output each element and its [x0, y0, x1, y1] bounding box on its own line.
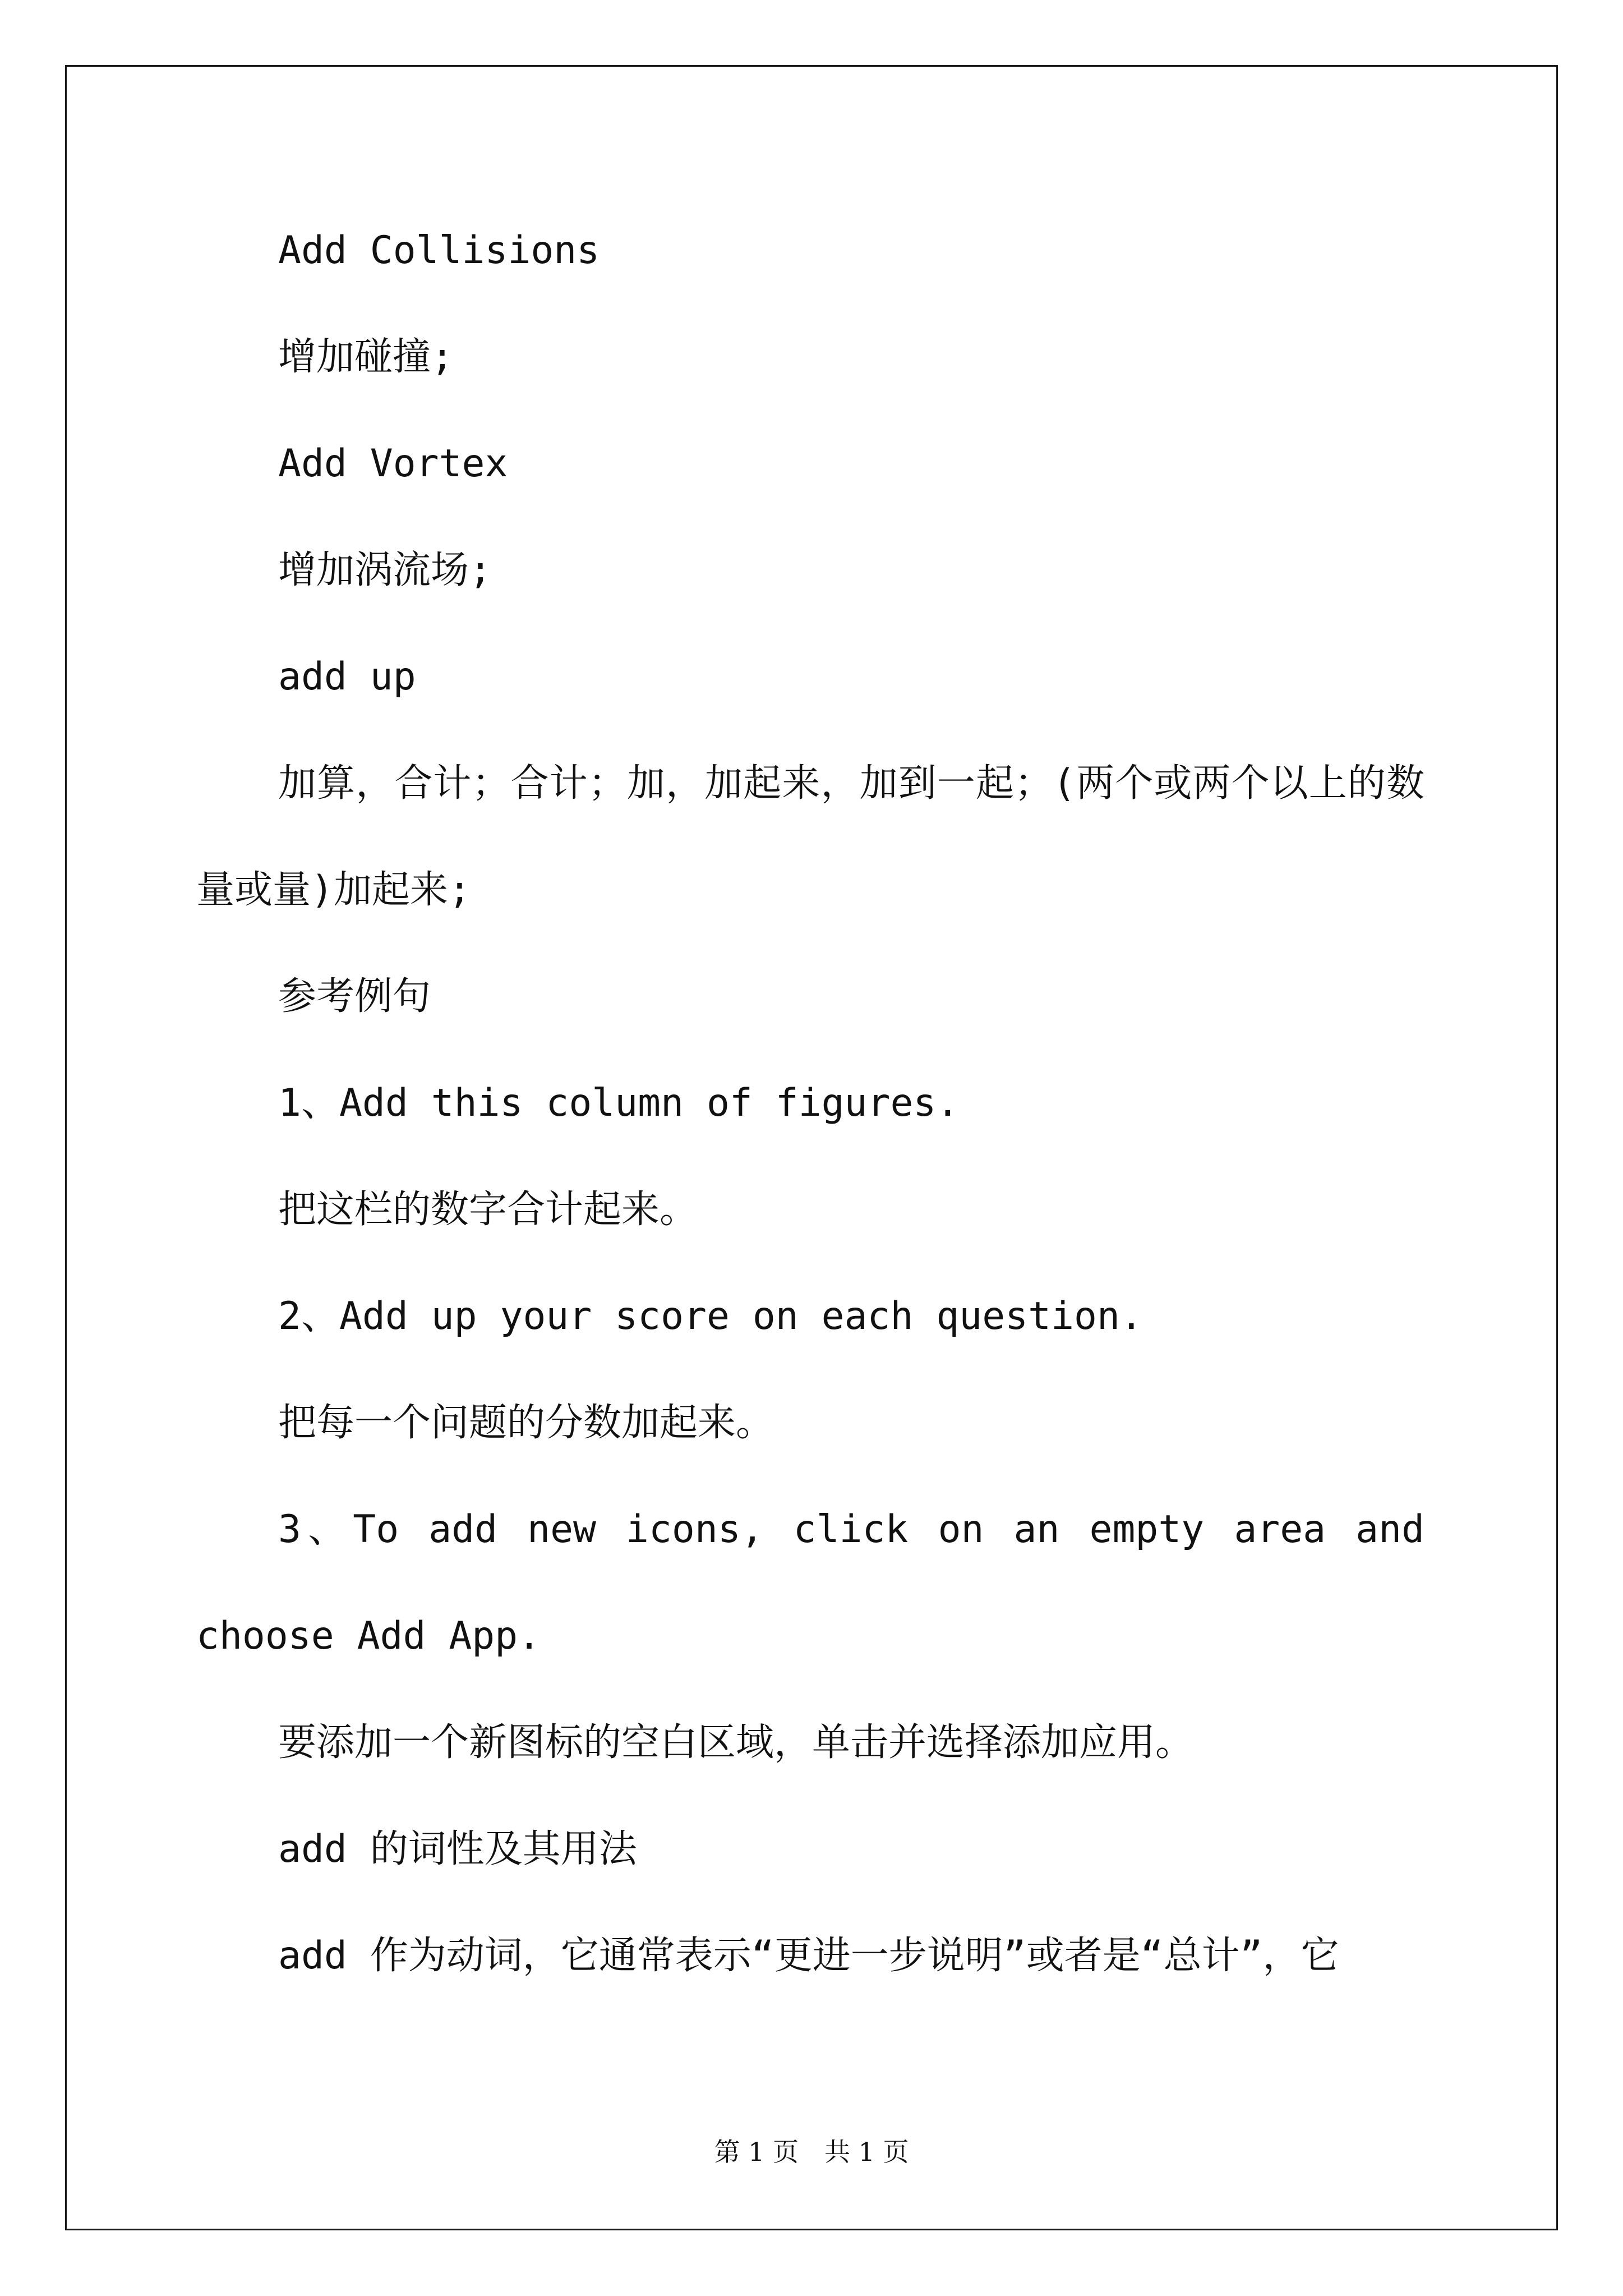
paragraph: 增加涡流场;: [278, 548, 492, 592]
paragraph: add 的词性及其用法: [278, 1827, 637, 1871]
paragraph: 参考例句: [278, 974, 431, 1019]
paragraph: Add Collisions: [278, 228, 600, 273]
page-number-footer: 第 1 页 共 1 页: [714, 2137, 909, 2167]
paragraph: 增加碰撞;: [278, 335, 454, 379]
paragraph: 加算，合计；合计；加，加起来，加到一起；(两个或两个以上的数量或量)加起来;: [196, 761, 1424, 912]
paragraph: 1、Add this column of figures.: [278, 1081, 960, 1125]
paragraph: 要添加一个新图标的空白区域，单击并选择添加应用。: [278, 1720, 1194, 1765]
paragraph: Add Vortex: [278, 441, 508, 486]
paragraph: 2、Add up your score on each question.: [278, 1294, 1143, 1338]
paragraph: 把这栏的数字合计起来。: [278, 1188, 698, 1232]
paragraph: 3、To add new icons, click on an empty area and choose Add App.: [196, 1507, 1447, 1658]
document-body: [196, 197, 1447, 2009]
paragraph: add 作为动词，它通常表示“更进一步说明”或者是“总计”，它: [278, 1934, 1339, 1978]
paragraph: add up: [278, 655, 416, 699]
paragraph: 把每一个问题的分数加起来。: [278, 1401, 774, 1445]
